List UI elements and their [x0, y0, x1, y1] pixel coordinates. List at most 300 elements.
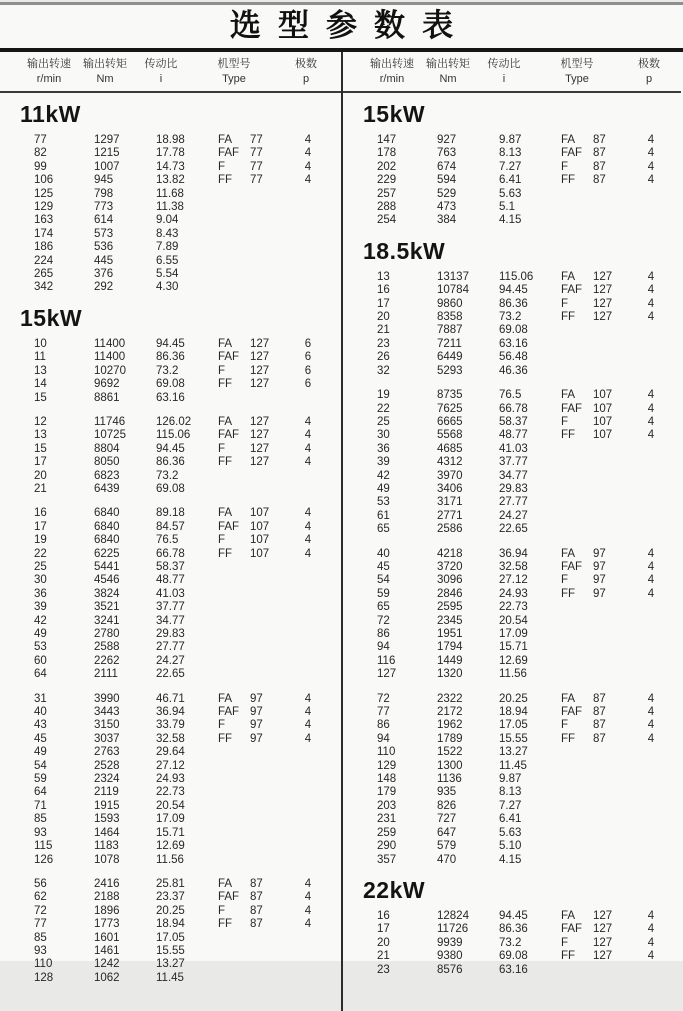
- type-name-cell: FAF: [218, 520, 240, 533]
- output-torque-cell: 11746: [94, 415, 126, 428]
- output-torque-cell: 3990: [94, 692, 120, 705]
- type-name-cell: F: [561, 719, 569, 732]
- ratio-cell: 8.13: [499, 147, 522, 160]
- type-size-cell: 97: [250, 732, 263, 745]
- type-size-cell: 97: [593, 574, 606, 587]
- output-torque-cell: 927: [437, 134, 457, 146]
- output-torque-cell: 1601: [94, 931, 120, 944]
- type-size-cell: [593, 641, 629, 654]
- ratio-cell: 14.73: [156, 160, 185, 173]
- poles-cell: [286, 840, 330, 853]
- type-name-cell: F: [218, 364, 226, 377]
- output-speed-cell: 32: [377, 364, 390, 377]
- type-name-cell: FAF: [561, 284, 583, 297]
- output-speed-cell: 288: [377, 201, 397, 214]
- table-row: [0, 351, 341, 364]
- output-speed-cell: 43: [34, 719, 47, 732]
- type-name-cell: [561, 351, 593, 364]
- ratio-cell: 48.77: [499, 429, 528, 442]
- table-row: [0, 470, 341, 483]
- output-speed-cell: 254: [377, 214, 397, 227]
- output-speed-cell: 40: [34, 706, 47, 719]
- output-speed-cell: 257: [377, 187, 397, 200]
- table-row: [343, 641, 681, 654]
- section-title-15kW: 15kW: [20, 304, 83, 331]
- column-header-en: Nm: [96, 73, 114, 85]
- output-torque-cell: 1773: [94, 918, 120, 931]
- ratio-cell: 58.37: [156, 560, 185, 573]
- type-name-cell: [561, 456, 593, 469]
- type-size-cell: 127: [593, 297, 613, 310]
- ratio-cell: 11.45: [156, 971, 184, 984]
- output-torque-cell: 12824: [437, 909, 469, 922]
- output-torque-cell: 8358: [437, 311, 463, 324]
- type-name-cell: [218, 972, 250, 985]
- type-name-cell: FF: [561, 587, 576, 600]
- type-size-cell: 77: [250, 147, 263, 160]
- table-row: [343, 470, 681, 483]
- ratio-cell: 27.77: [499, 496, 528, 509]
- output-torque-cell: 3970: [437, 469, 463, 482]
- type-name-cell: [218, 615, 250, 628]
- type-size-cell: 97: [250, 706, 263, 719]
- output-torque-cell: 1915: [94, 799, 120, 812]
- type-size-cell: [250, 945, 286, 958]
- type-size-cell: [250, 470, 286, 483]
- output-torque-cell: 8735: [437, 389, 463, 402]
- ratio-cell: 18.98: [156, 134, 185, 146]
- poles-cell: [629, 470, 673, 483]
- table-row: [0, 958, 341, 971]
- ratio-cell: 27.12: [499, 574, 528, 587]
- poles-cell: [629, 456, 673, 469]
- poles-cell: [286, 813, 330, 826]
- type-name-cell: [561, 523, 593, 536]
- poles-cell: 4: [304, 174, 312, 187]
- ratio-cell: 94.45: [499, 284, 528, 297]
- column-header-0: [363, 57, 421, 87]
- output-speed-cell: 71: [34, 799, 47, 812]
- table-row: [343, 601, 681, 614]
- output-speed-cell: 42: [377, 469, 390, 482]
- type-name-cell: [561, 786, 593, 799]
- type-name-cell: [218, 760, 250, 773]
- ratio-cell: 17.78: [156, 147, 185, 160]
- row-group: [0, 878, 341, 985]
- type-size-cell: 127: [593, 284, 613, 297]
- table-row: [343, 760, 681, 773]
- table-row: [0, 548, 341, 561]
- type-size-cell: 87: [593, 160, 606, 173]
- ratio-cell: 22.73: [156, 786, 185, 799]
- type-size-cell: [250, 392, 286, 405]
- poles-cell: 4: [647, 706, 655, 719]
- type-size-cell: [250, 214, 286, 227]
- type-size-cell: [250, 255, 286, 268]
- poles-cell: [286, 228, 330, 241]
- column-header-1: [421, 57, 475, 87]
- ratio-cell: 4.30: [156, 281, 179, 294]
- type-name-cell: FA: [218, 877, 233, 890]
- row-group: [0, 338, 341, 405]
- output-torque-cell: 579: [437, 840, 457, 853]
- output-speed-cell: 45: [34, 732, 47, 745]
- output-torque-cell: 8576: [437, 963, 463, 976]
- poles-cell: 4: [304, 456, 312, 469]
- type-size-cell: 127: [250, 337, 270, 350]
- output-torque-cell: 11400: [94, 351, 126, 364]
- poles-cell: [629, 324, 673, 337]
- table-row: [0, 134, 341, 147]
- output-torque-cell: 9860: [437, 297, 463, 310]
- poles-cell: [629, 510, 673, 523]
- poles-cell: 6: [304, 351, 312, 364]
- output-torque-cell: 2528: [94, 759, 120, 772]
- type-name-cell: FF: [561, 950, 576, 963]
- table-row: [0, 188, 341, 201]
- ratio-cell: 33.79: [156, 719, 185, 732]
- poles-cell: [286, 827, 330, 840]
- output-speed-cell: 82: [34, 147, 47, 160]
- type-size-cell: [250, 641, 286, 654]
- table-row: [343, 365, 681, 378]
- type-name-cell: FF: [561, 429, 576, 442]
- ratio-cell: 37.77: [499, 456, 528, 469]
- ratio-cell: 6.41: [499, 174, 522, 187]
- table-row: [0, 706, 341, 719]
- type-size-cell: 87: [593, 719, 606, 732]
- output-torque-cell: 1464: [94, 826, 120, 839]
- poles-cell: 4: [304, 918, 312, 931]
- output-torque-cell: 2322: [437, 692, 463, 705]
- type-name-cell: [218, 958, 250, 971]
- type-name-cell: [218, 945, 250, 958]
- output-speed-cell: 126: [34, 853, 54, 866]
- output-torque-cell: 7625: [437, 402, 463, 415]
- type-name-cell: FAF: [561, 402, 583, 415]
- output-speed-cell: 127: [377, 668, 397, 681]
- table-row: [343, 668, 681, 681]
- poles-cell: [629, 214, 673, 227]
- poles-cell: [286, 760, 330, 773]
- ratio-cell: 24.27: [499, 509, 528, 522]
- type-name-cell: [561, 628, 593, 641]
- table-row: [0, 147, 341, 160]
- poles-cell: 4: [647, 547, 655, 560]
- output-torque-cell: 2416: [94, 877, 120, 890]
- type-name-cell: FF: [218, 918, 233, 931]
- type-name-cell: [218, 800, 250, 813]
- poles-cell: [286, 241, 330, 254]
- output-speed-cell: 15: [34, 442, 47, 455]
- ratio-cell: 115.06: [156, 429, 191, 442]
- output-speed-cell: 21: [377, 950, 390, 963]
- ratio-cell: 11.56: [156, 853, 184, 866]
- table-row: [0, 214, 341, 227]
- output-torque-cell: 1789: [437, 732, 463, 745]
- column-header-2: [132, 57, 190, 87]
- table-row: [343, 923, 681, 936]
- table-row: [0, 972, 341, 985]
- row-group: [343, 910, 681, 977]
- output-speed-cell: 25: [377, 415, 390, 428]
- type-name-cell: [218, 773, 250, 786]
- output-torque-cell: 473: [437, 201, 457, 214]
- table-row: [0, 281, 341, 294]
- output-torque-cell: 1062: [94, 971, 120, 984]
- output-speed-cell: 13: [34, 364, 47, 377]
- page-title: 选型参数表: [0, 5, 683, 52]
- ratio-cell: 27.12: [156, 759, 185, 772]
- type-name-cell: [561, 188, 593, 201]
- output-torque-cell: 763: [437, 147, 457, 160]
- type-name-cell: [561, 214, 593, 227]
- type-name-cell: FF: [218, 174, 233, 187]
- output-speed-cell: 40: [377, 547, 390, 560]
- type-size-cell: [593, 496, 629, 509]
- table-row: [343, 655, 681, 668]
- output-torque-cell: 3443: [94, 706, 120, 719]
- output-torque-cell: 470: [437, 853, 457, 866]
- output-torque-cell: 2595: [437, 601, 463, 614]
- output-torque-cell: 11400: [94, 337, 126, 350]
- table-row: [343, 693, 681, 706]
- output-speed-cell: 147: [377, 134, 397, 146]
- poles-cell: 4: [647, 402, 655, 415]
- output-torque-cell: 1078: [94, 853, 120, 866]
- row-group: [343, 389, 681, 536]
- type-size-cell: [593, 324, 629, 337]
- table-row: [0, 719, 341, 732]
- ratio-cell: 5.63: [499, 826, 522, 839]
- table-row: [0, 521, 341, 534]
- output-speed-cell: 59: [34, 773, 47, 786]
- ratio-cell: 34.77: [156, 614, 185, 627]
- poles-cell: 4: [647, 284, 655, 297]
- type-size-cell: [250, 800, 286, 813]
- type-name-cell: [561, 773, 593, 786]
- output-speed-cell: 128: [34, 971, 54, 984]
- ratio-cell: 46.71: [156, 692, 185, 705]
- poles-cell: [286, 628, 330, 641]
- poles-cell: [286, 483, 330, 496]
- type-name-cell: FA: [561, 134, 576, 146]
- poles-cell: 4: [647, 732, 655, 745]
- ratio-cell: 46.36: [499, 364, 528, 377]
- column-headers-right: [343, 52, 681, 93]
- output-speed-cell: 49: [34, 628, 47, 640]
- output-torque-cell: 1215: [94, 147, 120, 160]
- poles-cell: 4: [647, 147, 655, 160]
- type-name-cell: FA: [218, 507, 233, 520]
- type-size-cell: 127: [593, 270, 613, 283]
- type-size-cell: 127: [250, 351, 270, 364]
- type-size-cell: 97: [250, 719, 263, 732]
- output-speed-cell: 125: [34, 187, 54, 200]
- output-torque-cell: 6225: [94, 547, 120, 560]
- output-torque-cell: 292: [94, 281, 114, 294]
- table-row: [0, 932, 341, 945]
- output-torque-cell: 798: [94, 187, 114, 200]
- type-size-cell: 127: [593, 923, 613, 936]
- row-group: [0, 134, 341, 295]
- poles-cell: [286, 470, 330, 483]
- poles-cell: [286, 800, 330, 813]
- output-speed-cell: 21: [377, 324, 390, 337]
- type-name-cell: [218, 228, 250, 241]
- type-name-cell: FAF: [561, 560, 583, 573]
- output-torque-cell: 6449: [437, 351, 463, 364]
- output-torque-cell: 773: [94, 201, 114, 214]
- type-size-cell: [593, 813, 629, 826]
- type-name-cell: FAF: [561, 923, 583, 936]
- ratio-cell: 94.45: [156, 337, 185, 350]
- output-torque-cell: 2763: [94, 746, 120, 759]
- table-row: [0, 615, 341, 628]
- poles-cell: [629, 854, 673, 867]
- column-header-en: Nm: [439, 73, 457, 85]
- type-size-cell: [250, 932, 286, 945]
- ratio-cell: 13.82: [156, 174, 185, 187]
- poles-cell: 6: [304, 378, 312, 391]
- output-speed-cell: 174: [34, 227, 54, 240]
- output-torque-cell: 1300: [437, 759, 463, 772]
- ratio-cell: 41.03: [156, 587, 185, 600]
- output-speed-cell: 23: [377, 337, 390, 350]
- type-size-cell: [250, 958, 286, 971]
- poles-cell: [286, 854, 330, 867]
- output-torque-cell: 10784: [437, 284, 469, 297]
- ratio-cell: 20.25: [499, 692, 528, 705]
- type-name-cell: F: [561, 297, 569, 310]
- output-speed-cell: 229: [377, 174, 397, 187]
- poles-cell: [286, 945, 330, 958]
- ratio-cell: 86.36: [156, 456, 185, 469]
- ratio-cell: 4.15: [499, 214, 522, 227]
- poles-cell: [629, 365, 673, 378]
- output-torque-cell: 3824: [94, 587, 120, 600]
- ratio-cell: 11.68: [156, 187, 184, 200]
- type-size-cell: [593, 365, 629, 378]
- type-size-cell: [250, 228, 286, 241]
- output-torque-cell: 6665: [437, 415, 463, 428]
- table-row: [0, 456, 341, 469]
- poles-cell: 4: [647, 134, 655, 146]
- row-group: [0, 693, 341, 867]
- type-size-cell: [250, 813, 286, 826]
- output-torque-cell: 5568: [437, 429, 463, 442]
- table-row: [0, 365, 341, 378]
- table-row: [0, 201, 341, 214]
- type-size-cell: 127: [250, 429, 270, 442]
- poles-cell: 4: [304, 904, 312, 917]
- poles-cell: [629, 641, 673, 654]
- output-speed-cell: 163: [34, 214, 54, 227]
- table-row: [343, 964, 681, 977]
- output-torque-cell: 573: [94, 227, 114, 240]
- table-row: [0, 918, 341, 931]
- row-group: [343, 548, 681, 682]
- ratio-cell: 73.2: [156, 364, 179, 377]
- type-size-cell: 107: [250, 547, 270, 560]
- ratio-cell: 24.93: [499, 587, 528, 600]
- column-header-en: p: [302, 73, 310, 85]
- output-speed-cell: 202: [377, 160, 397, 173]
- output-torque-cell: 1297: [94, 134, 120, 146]
- type-size-cell: 127: [593, 311, 613, 324]
- ratio-cell: 22.73: [499, 601, 528, 614]
- poles-cell: 4: [647, 160, 655, 173]
- output-speed-cell: 115: [34, 840, 53, 853]
- output-torque-cell: 4685: [437, 442, 463, 455]
- output-torque-cell: 594: [437, 174, 457, 187]
- ratio-cell: 8.13: [499, 786, 522, 799]
- column-header-en: Type: [565, 73, 589, 85]
- output-speed-cell: 30: [34, 574, 47, 587]
- type-name-cell: [561, 601, 593, 614]
- type-size-cell: 77: [250, 160, 263, 173]
- table-row: [343, 628, 681, 641]
- ratio-cell: 8.43: [156, 227, 179, 240]
- type-size-cell: [250, 786, 286, 799]
- type-name-cell: FAF: [218, 706, 240, 719]
- output-torque-cell: 2262: [94, 654, 120, 667]
- poles-cell: [629, 760, 673, 773]
- output-speed-cell: 77: [34, 918, 47, 931]
- ratio-cell: 11.45: [499, 759, 527, 772]
- table-row: [343, 496, 681, 509]
- poles-cell: 4: [647, 415, 655, 428]
- output-torque-cell: 1794: [437, 641, 463, 654]
- type-name-cell: FA: [561, 692, 576, 705]
- poles-cell: 4: [647, 429, 655, 442]
- output-torque-cell: 529: [437, 187, 457, 200]
- table-row: [343, 733, 681, 746]
- output-speed-cell: 129: [34, 201, 54, 214]
- table-row: [0, 507, 341, 520]
- table-row: [343, 298, 681, 311]
- column-header-zh: 机型号: [560, 58, 594, 70]
- output-torque-cell: 4546: [94, 574, 120, 587]
- type-size-cell: [593, 615, 629, 628]
- table-row: [343, 615, 681, 628]
- poles-cell: 4: [304, 547, 312, 560]
- output-speed-cell: 259: [377, 826, 397, 839]
- table-row: [343, 188, 681, 201]
- ratio-cell: 11.38: [156, 201, 184, 214]
- output-speed-cell: 86: [377, 719, 390, 732]
- type-size-cell: 127: [250, 378, 270, 391]
- poles-cell: [629, 628, 673, 641]
- type-name-cell: F: [218, 534, 226, 547]
- type-name-cell: FA: [561, 270, 576, 283]
- table-row: [0, 854, 341, 867]
- poles-cell: [629, 827, 673, 840]
- type-name-cell: FA: [561, 547, 576, 560]
- output-speed-cell: 22: [34, 547, 47, 560]
- type-size-cell: [250, 746, 286, 759]
- type-size-cell: [250, 281, 286, 294]
- output-speed-cell: 16: [377, 909, 390, 922]
- ratio-cell: 5.1: [499, 201, 515, 214]
- output-speed-cell: 30: [377, 429, 390, 442]
- type-size-cell: [593, 523, 629, 536]
- poles-cell: [286, 561, 330, 574]
- output-speed-cell: 62: [34, 891, 47, 904]
- output-torque-cell: 4312: [437, 456, 463, 469]
- column-header-3: [190, 57, 278, 87]
- poles-cell: 4: [304, 719, 312, 732]
